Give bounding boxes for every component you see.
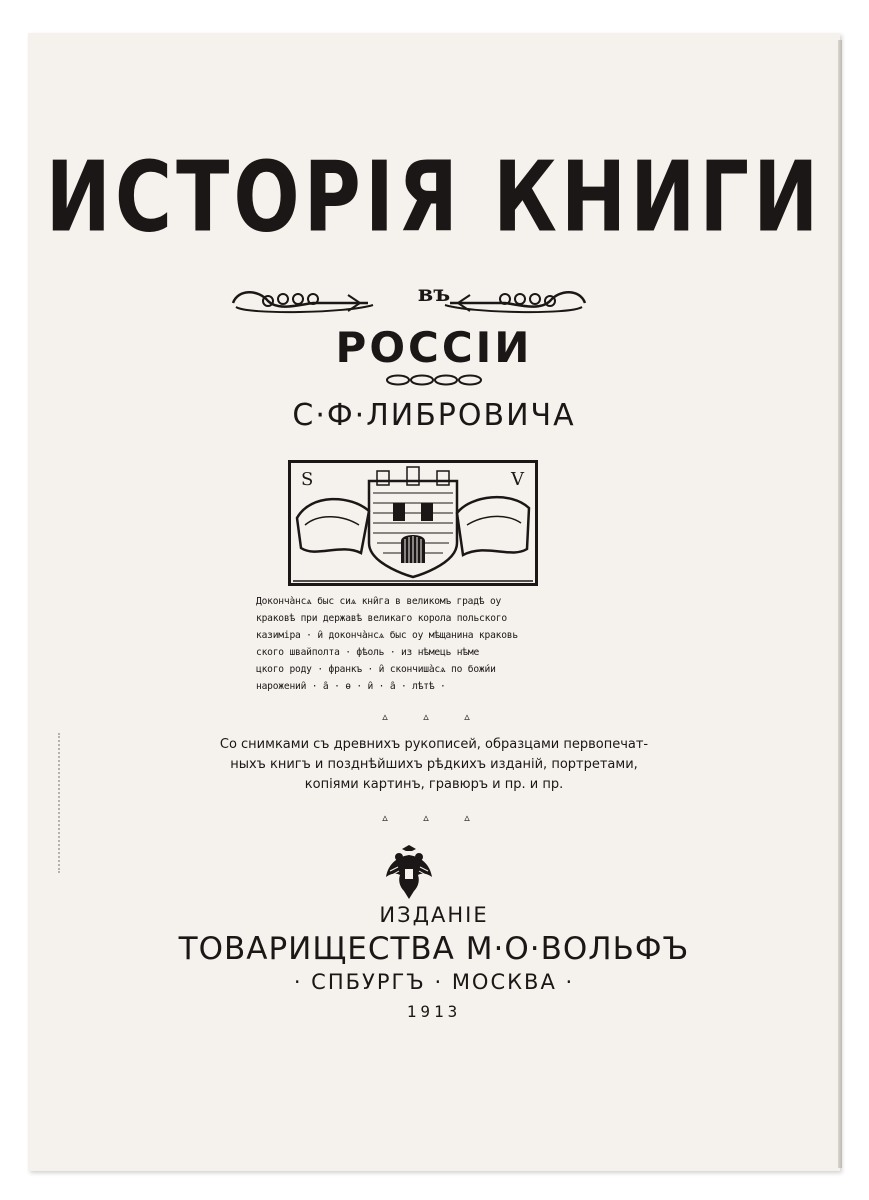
- country-name: РОССІИ: [335, 323, 533, 372]
- publisher-name: ТОВАРИЩЕСТВА М·О·ВОЛЬФЪ: [178, 931, 690, 967]
- woodcut-letter-left: S: [301, 469, 314, 490]
- description-line: копіями картинъ, гравюръ и пр. и пр.: [304, 777, 564, 792]
- colophon-text: [256, 593, 566, 695]
- book-title: ИСТОРІЯ КНИГИ: [45, 141, 823, 255]
- preposition: въ: [417, 281, 451, 307]
- krakow-arms-icon: [291, 463, 535, 583]
- publication-cities: · СПБУРГЪ · МОСКВА ·: [293, 970, 575, 994]
- right-ornament-icon: [440, 285, 590, 317]
- small-ornament-icon: [384, 373, 484, 387]
- description-line: Со снимками съ древнихъ рукописей, образцами первопечат-: [219, 737, 649, 752]
- colophon-line: цкого роду · франкъ · и̑ скончиша̀сѧ по божи́и: [256, 664, 496, 675]
- colophon-line: нарожении̑ · а̑ · ѳ · и̑ · а̑ · лѣтѣ ·: [256, 681, 446, 692]
- publisher-label: ИЗДАНІЕ: [379, 903, 489, 927]
- publication-year: 1913: [406, 1002, 462, 1021]
- description-line: ныхъ книгъ и позднѣйшихъ рѣдкихъ изданій, портретами,: [230, 757, 638, 772]
- colophon-line: ского швайполта · фѣоль · из нѣмець нѣме: [256, 647, 480, 658]
- page-edge: [838, 40, 842, 1168]
- colophon-line: казиміра · и̑ доконча̀нсѧ быс оу мѣщанина краковь: [256, 630, 518, 641]
- description: [28, 735, 840, 795]
- author-name: С·Ф·ЛИБРОВИЧА: [292, 398, 576, 433]
- colophon-line: Доконча̀нсѧ быс сиѧ кни̑га в великомъ градѣ оу: [256, 596, 502, 607]
- colophon-line: краковѣ при державѣ великаго корола польского: [256, 613, 507, 624]
- woodcut-letter-right: V: [511, 469, 524, 490]
- separator-top: ▵ ▵ ▵: [382, 710, 486, 723]
- title-page: [28, 33, 840, 1171]
- double-headed-eagle-icon: [384, 843, 434, 901]
- separator-bottom: ▵ ▵ ▵: [382, 811, 486, 824]
- woodcut-illustration: [288, 460, 538, 586]
